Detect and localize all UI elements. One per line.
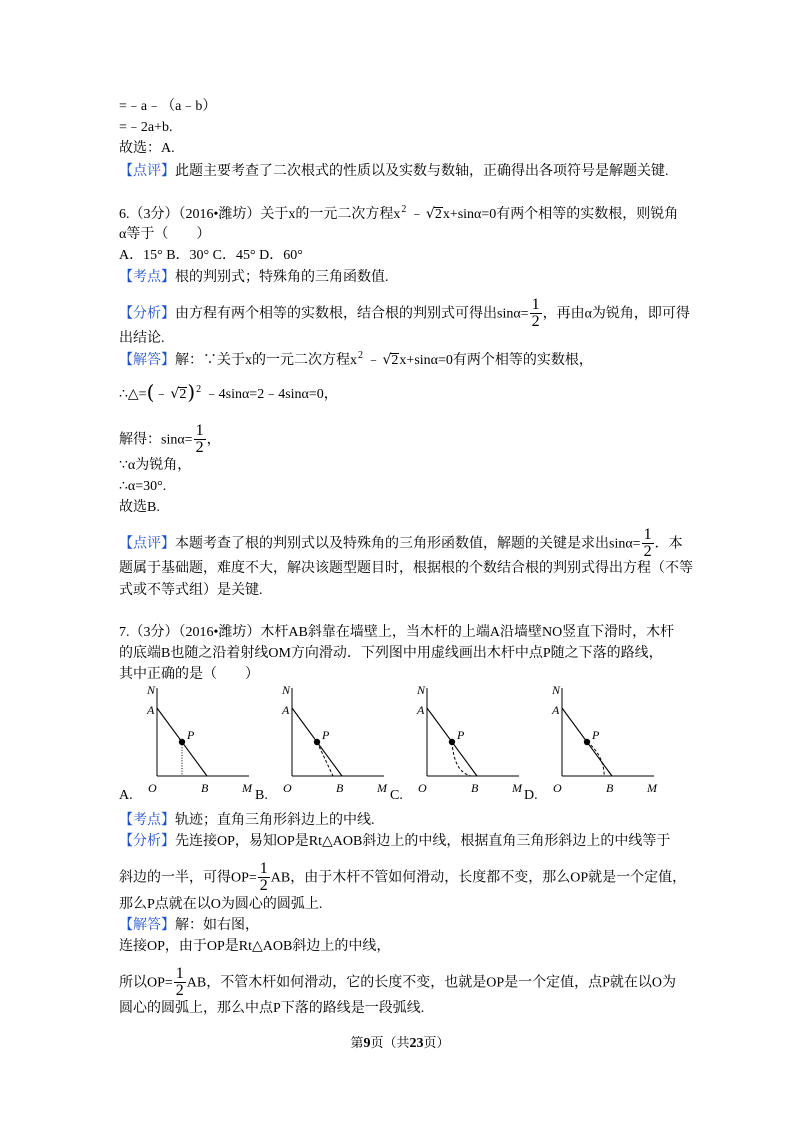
page-footer xyxy=(0,1033,800,1054)
footer-suffix: 页） xyxy=(423,1035,450,1050)
label-m: M xyxy=(647,781,657,795)
sqrt-sign: √ xyxy=(382,352,392,368)
q6-stem-line-1 xyxy=(119,204,678,224)
fraction xyxy=(174,967,186,998)
midpoint-p-dot xyxy=(179,739,185,745)
q6-comment-line-3: 式或不等式组）是关键. xyxy=(119,583,263,598)
q7-answer-text-1: 解：如右图， xyxy=(175,918,259,933)
fraction-numerator: 1 xyxy=(531,296,540,313)
label-n: N xyxy=(147,683,156,697)
fraction xyxy=(530,298,542,329)
q7-analysis-line-1 xyxy=(119,832,670,852)
q6-answer-line-6: 故选B. xyxy=(119,500,160,515)
sqrt-sign: √ xyxy=(425,206,435,222)
q6-comment-line-1 xyxy=(119,526,683,560)
superscript: 2 xyxy=(358,350,363,361)
figure-option-d xyxy=(548,682,668,802)
q6-topic-text: 根的判别式；特殊角的三角函数值. xyxy=(175,270,389,285)
label-a: A xyxy=(147,703,155,717)
option-label-b: B. xyxy=(255,788,268,803)
q7-analysis-text-2b: AB，由于木杆不管如何滑动，长度都不变，那么OP就是一个定值， xyxy=(270,870,687,886)
label-o: O xyxy=(148,781,157,795)
fraction xyxy=(642,528,654,559)
label-m: M xyxy=(377,781,387,795)
minus-sign: ﹣ xyxy=(154,387,169,402)
q7-analysis-line-2 xyxy=(119,860,687,894)
left-paren: ( xyxy=(146,380,155,404)
q6-answer-text-c: x+sinα=0有两个相等的实数根， xyxy=(399,353,593,368)
q6-stem-line-2: α等于（ ） xyxy=(119,227,211,242)
q6-answer-l3-text-b: ， xyxy=(206,432,221,448)
q7-answer-line-3 xyxy=(119,965,677,999)
q6-answer-line-3 xyxy=(119,422,221,456)
q7-answer-line-1 xyxy=(119,916,259,936)
label-a: A xyxy=(552,703,560,717)
q7-analysis-line-3: 那么P点就在以O为圆心的圆弧上. xyxy=(119,897,323,912)
q7-stem-line-3: 其中正确的是（ ） xyxy=(119,667,259,682)
q7-answer-line-2: 连接OP，由于OP是Rt△AOB斜边上的中线， xyxy=(119,939,391,954)
q6-comment-text-a: 本题考查了根的判别式以及特殊角的三角形函数值，解题的关键是求出sinα= xyxy=(175,536,641,552)
fraction-denominator: 2 xyxy=(643,543,652,560)
q6-answer-l2-text-b: ﹣4sinα=2﹣4sinα=0， xyxy=(201,387,338,402)
label-p: P xyxy=(592,728,600,742)
q6-comment-text-b: ．本 xyxy=(654,536,683,552)
q6-options: A．15° B．30° C．45° D．60° xyxy=(119,248,303,263)
q7-answer-line-4: 圆心的圆弧上，那么中点P下落的路线是一段弧线. xyxy=(119,1001,425,1016)
option-label-a: A. xyxy=(119,788,133,803)
footer-prefix: 第 xyxy=(350,1035,364,1050)
q6-answer-line-4: ∵α为锐角， xyxy=(119,458,192,473)
q7-answer-text-3a: 所以OP= xyxy=(119,975,173,991)
q6-answer-text-b: ﹣ xyxy=(363,353,381,368)
label-o: O xyxy=(553,781,562,795)
superscript: 2 xyxy=(401,204,407,215)
prev-step-1: =﹣a﹣（a﹣b） xyxy=(119,99,217,114)
footer-mid: 页（共 xyxy=(370,1035,410,1050)
midpoint-path-curve-dashed xyxy=(452,742,471,776)
q6-comment-line-2: 题属于基础题，难度不大，解决该题型题目时，根据根的个数结合根的判别式得出方程（不等 xyxy=(119,561,693,576)
midpoint-p-dot xyxy=(584,739,590,745)
label-o: O xyxy=(283,781,292,795)
label-p: P xyxy=(322,728,330,742)
label-n: N xyxy=(552,683,561,697)
label-b: B xyxy=(201,781,209,795)
fraction-denominator: 2 xyxy=(259,877,268,894)
fraction-denominator: 2 xyxy=(531,313,540,330)
label-m: M xyxy=(512,781,522,795)
label-p: P xyxy=(457,728,465,742)
fraction xyxy=(258,862,270,893)
label-o: O xyxy=(418,781,427,795)
q7-topic-text: 轨迹；直角三角形斜边上的中线. xyxy=(175,813,375,828)
label-b: B xyxy=(471,781,479,795)
label-n: N xyxy=(282,683,291,697)
q6-analysis-text-b: ，再由α为锐角，即可得 xyxy=(542,306,690,322)
q7-analysis-text-2a: 斜边的一半，可得OP= xyxy=(119,870,257,886)
fraction-numerator: 1 xyxy=(643,526,652,543)
label-m: M xyxy=(242,781,252,795)
comment-text: 此题主要考查了二次根式的性质以及实数与数轴，正确得出各项符号是解题关键. xyxy=(175,164,669,179)
q7-answer-text-3b: AB，不管木杆如何滑动，它的长度不变，也就是OP是一个定值，点P就在以O为 xyxy=(186,975,677,991)
midpoint-p-dot xyxy=(314,739,320,745)
q6-answer-text-a: 解：∵关于x的一元二次方程x xyxy=(175,353,357,368)
q6-answer-l2-text-a: ∴△= xyxy=(119,387,147,402)
option-label-d: D. xyxy=(524,788,538,803)
q7-topic-line xyxy=(119,811,375,831)
q7-stem-line-1: 7.（3分）（2016•潍坊）木杆AB斜靠在墙壁上，当木杆的上端A沿墙壁NO竖直下滑时，木杆 xyxy=(119,625,675,640)
figure-option-c xyxy=(413,682,533,802)
q7-stem-line-2: 的底端B也随之沿着射线OM方向滑动．下列图中用虚线画出木杆中点P随之下落的路线， xyxy=(119,646,663,661)
q6-answer-line-5: ∴α=30°. xyxy=(119,479,167,494)
radicand: 2 xyxy=(434,207,442,222)
q6-analysis-text-a: 由方程有两个相等的实数根，结合根的判别式可得出sinα= xyxy=(175,306,529,322)
midpoint-p-dot xyxy=(449,739,455,745)
option-label-c: C. xyxy=(390,788,403,803)
fraction-numerator: 1 xyxy=(175,965,184,982)
right-paren: ) xyxy=(187,380,196,404)
radicand: 2 xyxy=(179,387,187,402)
prev-choice: 故选：A. xyxy=(119,141,175,156)
q6-answer-line-1 xyxy=(119,350,593,370)
radicand: 2 xyxy=(391,353,399,368)
q6-analysis-line-2: 出结论. xyxy=(119,331,165,346)
label-p: P xyxy=(187,728,195,742)
midpoint-path-arc-dashed xyxy=(587,742,604,776)
analysis-tag: 【分析】 xyxy=(119,306,175,322)
comment-tag: 【点评】 xyxy=(119,164,175,179)
label-b: B xyxy=(606,781,614,795)
label-b: B xyxy=(336,781,344,795)
sqrt-sign: √ xyxy=(170,386,180,402)
analysis-tag: 【分析】 xyxy=(119,834,175,849)
q7-analysis-text-1: 先连接OP，易知OP是Rt△AOB斜边上的中线，根据直角三角形斜边上的中线等于 xyxy=(175,834,671,849)
q6-stem-text-c: x+sinα=0有两个相等的实数根，则锐角 xyxy=(442,207,679,222)
midpoint-path-dashed xyxy=(317,742,333,776)
fraction-numerator: 1 xyxy=(195,422,204,439)
figure-option-b xyxy=(278,682,398,802)
label-a: A xyxy=(282,703,290,717)
answer-tag: 【解答】 xyxy=(119,918,175,933)
fraction-denominator: 2 xyxy=(175,982,184,999)
superscript: 2 xyxy=(196,384,202,395)
fraction-denominator: 2 xyxy=(195,439,204,456)
figure-option-a xyxy=(143,682,263,802)
q6-stem-text-b: ﹣ xyxy=(406,207,424,222)
q6-analysis-line-1 xyxy=(119,296,690,330)
q6-answer-l3-text-a: 解得：sinα= xyxy=(119,432,193,448)
topic-tag: 【考点】 xyxy=(119,270,175,285)
prev-comment-line xyxy=(119,162,669,182)
prev-step-2: =﹣2a+b. xyxy=(119,120,173,135)
fraction-numerator: 1 xyxy=(259,860,268,877)
fraction xyxy=(194,424,206,455)
q6-topic-line xyxy=(119,268,389,288)
topic-tag: 【考点】 xyxy=(119,813,175,828)
label-a: A xyxy=(417,703,425,717)
answer-tag: 【解答】 xyxy=(119,353,175,368)
total-page-number: 23 xyxy=(409,1036,424,1051)
comment-tag: 【点评】 xyxy=(119,536,175,552)
current-page-number: 9 xyxy=(363,1036,371,1051)
label-n: N xyxy=(417,683,426,697)
q6-answer-line-2 xyxy=(119,380,338,404)
q6-stem-text-a: 6.（3分）（2016•潍坊）关于x的一元二次方程x xyxy=(119,207,401,222)
